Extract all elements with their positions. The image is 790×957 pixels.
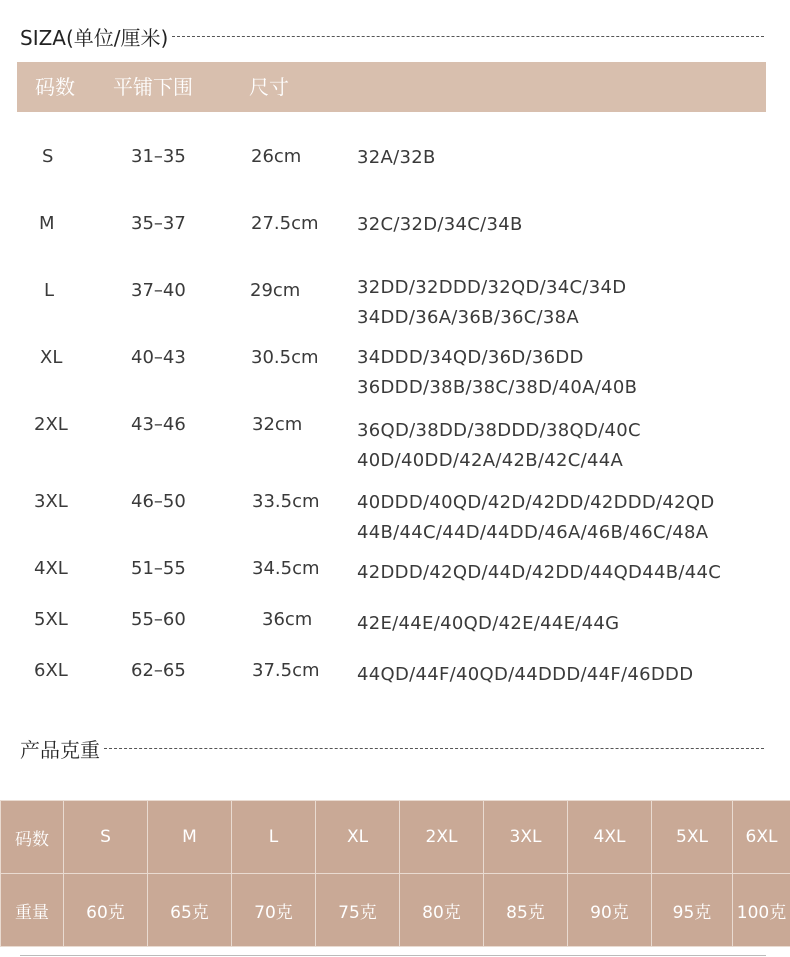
cup-sizes: 44QD/44F/40QD/44DDD/44F/46DDD (357, 664, 694, 685)
cup-sizes: 44B/44C/44D/44DD/46A/46B/46C/48A (357, 522, 709, 543)
size-length: 34.5cm (252, 558, 320, 579)
underbust-range: 35–37 (131, 213, 186, 234)
size-table-header (17, 62, 766, 112)
underbust-range: 62–65 (131, 660, 186, 681)
weight-section-title (20, 734, 764, 763)
cup-sizes: 36QD/38DD/38DDD/38QD/40C (357, 420, 641, 441)
underbust-range: 31–35 (131, 146, 186, 167)
size-length: 36cm (262, 609, 313, 630)
weight-value-cell: 95克 (652, 874, 733, 947)
size-code: S (42, 146, 54, 167)
underbust-range: 40–43 (131, 347, 186, 368)
weight-table-size-row (1, 801, 790, 874)
cup-sizes: 32A/32B (357, 147, 436, 168)
weight-size-cell: S (64, 801, 148, 874)
weight-table (0, 800, 790, 947)
weight-value-cell: 65克 (148, 874, 232, 947)
weight-value-cell: 70克 (232, 874, 316, 947)
size-length: 27.5cm (251, 213, 319, 234)
size-length: 29cm (250, 280, 301, 301)
size-length: 37.5cm (252, 660, 320, 681)
dashed-divider (172, 36, 764, 37)
size-code: XL (40, 347, 63, 368)
size-code: 6XL (34, 660, 68, 681)
weight-value-cell: 100克 (733, 874, 790, 947)
weight-value-cell: 85克 (484, 874, 568, 947)
underbust-range: 51–55 (131, 558, 186, 579)
weight-size-cell: 5XL (652, 801, 733, 874)
underbust-range: 37–40 (131, 280, 186, 301)
cup-sizes: 40D/40DD/42A/42B/42C/44A (357, 450, 624, 471)
cup-sizes: 32DD/32DDD/32QD/34C/34D (357, 277, 627, 298)
cup-sizes: 42DDD/42QD/44D/42DD/44QD44B/44C (357, 562, 722, 583)
size-code: 3XL (34, 491, 68, 512)
weight-size-cell: 6XL (733, 801, 790, 874)
cup-sizes: 34DDD/34QD/36D/36DD (357, 347, 584, 368)
weight-table-weight-row (1, 874, 790, 947)
size-code: 4XL (34, 558, 68, 579)
size-code: L (44, 280, 55, 301)
cup-sizes: 34DD/36A/36B/36C/38A (357, 307, 580, 328)
weight-section-title-text: 产品克重 (20, 738, 100, 762)
weight-row-label-weight: 重量 (1, 874, 64, 947)
header-code: 码数 (35, 75, 75, 99)
weight-value-cell: 75克 (316, 874, 400, 947)
weight-size-cell: L (232, 801, 316, 874)
cup-sizes: 40DDD/40QD/42D/42DD/42DDD/42QD (357, 492, 715, 513)
bottom-divider (20, 955, 766, 956)
size-code: M (39, 213, 55, 234)
size-length: 33.5cm (252, 491, 320, 512)
header-underbust: 平铺下围 (113, 75, 193, 99)
weight-value-cell: 60克 (64, 874, 148, 947)
size-length: 30.5cm (251, 347, 319, 368)
underbust-range: 46–50 (131, 491, 186, 512)
size-length: 32cm (252, 414, 303, 435)
weight-value-cell: 90克 (568, 874, 652, 947)
weight-size-cell: M (148, 801, 232, 874)
weight-size-cell: 4XL (568, 801, 652, 874)
underbust-range: 55–60 (131, 609, 186, 630)
weight-size-cell: 2XL (400, 801, 484, 874)
cup-sizes: 36DDD/38B/38C/38D/40A/40B (357, 377, 638, 398)
header-size: 尺寸 (249, 75, 289, 99)
dashed-divider (104, 748, 764, 749)
underbust-range: 43–46 (131, 414, 186, 435)
weight-row-label-code: 码数 (1, 801, 64, 874)
weight-size-cell: XL (316, 801, 400, 874)
size-code: 5XL (34, 609, 68, 630)
weight-size-cell: 3XL (484, 801, 568, 874)
size-code: 2XL (34, 414, 68, 435)
size-length: 26cm (251, 146, 302, 167)
size-section-title-text: SIZA(单位/厘米) (20, 26, 169, 50)
cup-sizes: 42E/44E/40QD/42E/44E/44G (357, 613, 620, 634)
cup-sizes: 32C/32D/34C/34B (357, 214, 523, 235)
weight-value-cell: 80克 (400, 874, 484, 947)
size-section-title (20, 22, 764, 51)
